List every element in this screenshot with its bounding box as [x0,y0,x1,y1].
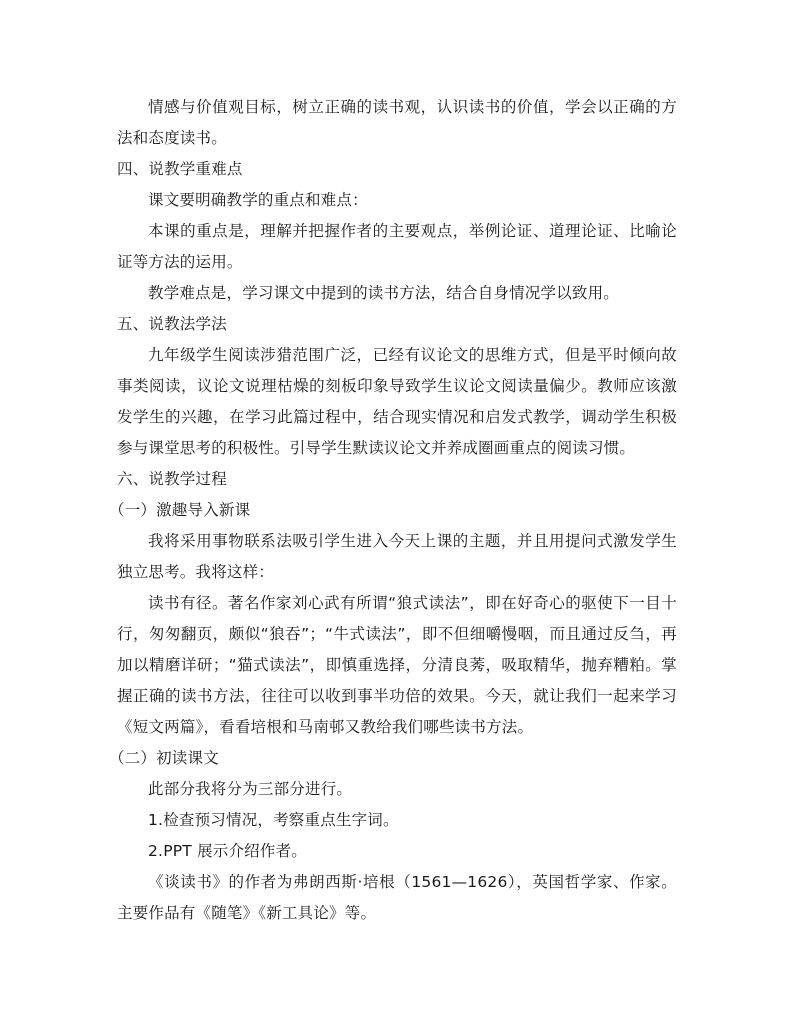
paragraph-key-point: 本课的重点是，理解并把握作者的主要观点，举例论证、道理论证、比喻论证等方法的运用。 [117,222,677,271]
paragraph-student-analysis: 九年级学生阅读涉猎范围广泛，已经有议论文的思维方式，但是平时倾向故事类阅读，议论文说理枯燥的刻板印象导致学生议论文阅读量偏少。教师应该激发学生的兴趣，在学习此篇过程中，结合现实情况和启发式教学，调动学生积极参与课堂思考的积极性。引导学生默读议论文并养成圈画重点的阅读习惯。 [117,346,677,457]
paragraph-step-two: 2.PPT 展示介绍作者。 [148,842,307,860]
paragraph-intro-method: 我将采用事物联系法吸引学生进入今天上课的主题，并且用提问式激发学生独立思考。我将这样： [117,532,677,581]
subheading-lesson-intro: （一）激趣导入新课 [109,501,251,519]
paragraph-author-intro: 《谈读书》的作者为弗朗西斯·培根（1561—1626），英国哲学家、作家。主要作品有《随笔》《新工具论》等。 [117,873,677,922]
document-page [109,92,677,929]
subheading-first-reading: （二）初读课文 [109,749,219,767]
heading-teaching-process: 六、说教学过程 [117,470,227,488]
paragraph-three-parts: 此部分我将分为三部分进行。 [148,780,353,798]
heading-teaching-methods: 五、说教法学法 [117,315,227,333]
paragraph-difficult-point: 教学难点是，学习课文中提到的读书方法，结合自身情况学以致用。 [148,284,620,302]
heading-key-difficult-points: 四、说教学重难点 [117,160,243,178]
paragraph-reading-methods: 读书有径。著名作家刘心武有所谓“狼式读法”，即在好奇心的驱使下一目十行，匆匆翻页，颇似“狼吞”；“牛式读法”，即不但细嚼慢咽，而且通过反刍，再加以精磨详研；“猫式读法”，即慎重选择，分清良莠，吸取精华，抛弃糟粕。掌握正确的读书方法，往往可以收到事半功倍的效果。今天，就让我们一起来学习《短文两篇》，看看培根和马南邨又教给我们哪些读书方法。 [117,594,677,736]
paragraph-intro-key-points: 课文要明确教学的重点和难点： [148,191,368,209]
paragraph-values-goal: 情感与价值观目标，树立正确的读书观，认识读书的价值，学会以正确的方法和态度读书。 [117,98,677,147]
paragraph-step-one: 1.检查预习情况，考察重点生字词。 [148,811,399,829]
